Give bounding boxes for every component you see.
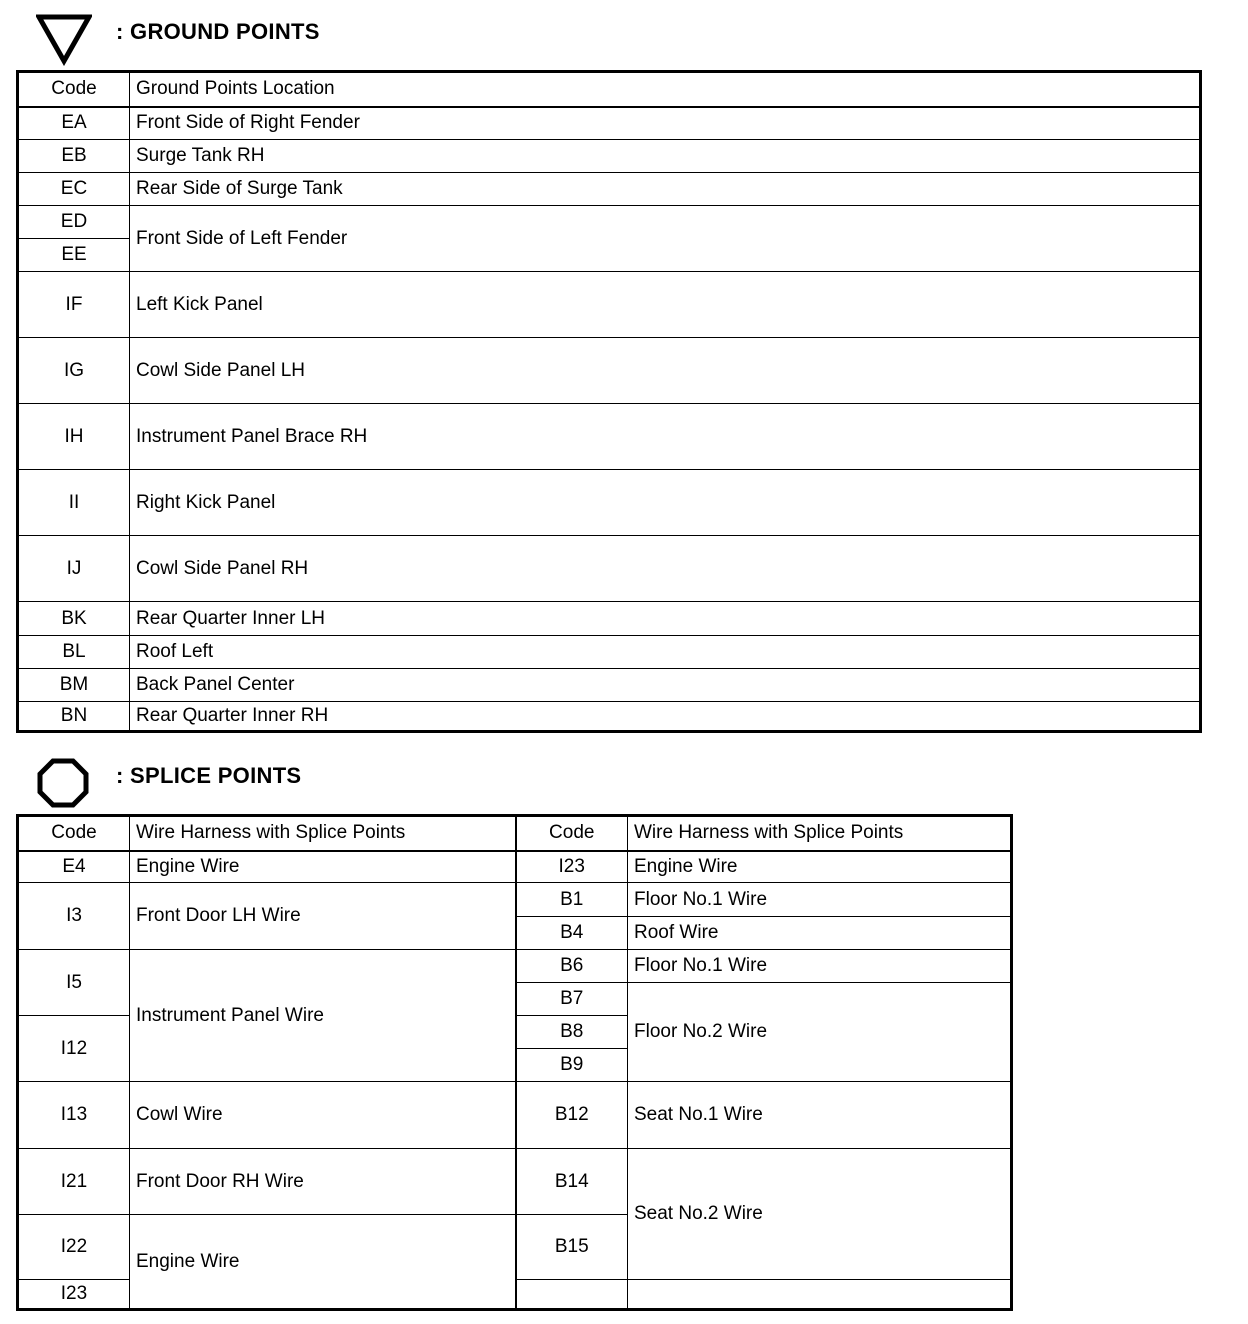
splice-code: B9	[516, 1049, 628, 1082]
splice-code: I3	[18, 883, 130, 950]
table-row	[18, 338, 1201, 404]
ground-code: IF	[18, 272, 130, 338]
ground-code: IG	[18, 338, 130, 404]
ground-location: Rear Side of Surge Tank	[130, 173, 1201, 206]
ground-code: BM	[18, 669, 130, 702]
table-row	[18, 1082, 1012, 1149]
splice-code: I21	[18, 1149, 130, 1215]
splice-harness: Engine Wire	[130, 851, 516, 883]
empty-cell	[516, 1280, 628, 1310]
splice-code: I13	[18, 1082, 130, 1149]
ground-triangle-icon	[36, 14, 92, 66]
code-header: Code	[516, 816, 628, 851]
ground-location: Cowl Side Panel RH	[130, 536, 1201, 602]
table-row	[18, 883, 1012, 917]
ground-location: Front Side of Left Fender	[130, 206, 1201, 272]
location-header: Ground Points Location	[130, 72, 1201, 107]
splice-harness: Floor No.1 Wire	[628, 883, 1012, 917]
splice-code: I5	[18, 950, 130, 1016]
ground-points-title: : GROUND POINTS	[116, 19, 320, 44]
ground-location: Cowl Side Panel LH	[130, 338, 1201, 404]
ground-code: BK	[18, 602, 130, 636]
splice-harness: Engine Wire	[628, 851, 1012, 883]
splice-code: B15	[516, 1215, 628, 1280]
splice-code: I23	[18, 1280, 130, 1310]
ground-location: Front Side of Right Fender	[130, 107, 1201, 140]
splice-harness: Seat No.2 Wire	[628, 1149, 1012, 1280]
splice-code: I23	[516, 851, 628, 883]
ground-code: BN	[18, 702, 130, 732]
splice-code: I12	[18, 1016, 130, 1082]
splice-harness: Front Door RH Wire	[130, 1149, 516, 1215]
ground-code: II	[18, 470, 130, 536]
table-row	[18, 404, 1201, 470]
table-row	[18, 140, 1201, 173]
harness-header: Wire Harness with Splice Points	[628, 816, 1012, 851]
splice-code: E4	[18, 851, 130, 883]
table-row	[18, 636, 1201, 669]
ground-code: BL	[18, 636, 130, 669]
splice-code: B14	[516, 1149, 628, 1215]
ground-location: Left Kick Panel	[130, 272, 1201, 338]
table-row	[18, 272, 1201, 338]
splice-code: I22	[18, 1215, 130, 1280]
splice-harness: Cowl Wire	[130, 1082, 516, 1149]
ground-code: IJ	[18, 536, 130, 602]
table-row	[18, 669, 1201, 702]
code-header: Code	[18, 816, 130, 851]
splice-code: B12	[516, 1082, 628, 1149]
splice-code: B4	[516, 917, 628, 950]
ground-location: Roof Left	[130, 636, 1201, 669]
ground-points-table	[16, 70, 1202, 733]
ground-location: Surge Tank RH	[130, 140, 1201, 173]
ground-code: EB	[18, 140, 130, 173]
splice-harness: Front Door LH Wire	[130, 883, 516, 950]
harness-header: Wire Harness with Splice Points	[130, 816, 516, 851]
splice-points-title: : SPLICE POINTS	[116, 763, 302, 788]
splice-code: B7	[516, 983, 628, 1016]
table-row	[18, 107, 1201, 140]
table-row	[18, 950, 1012, 983]
table-header-row	[18, 72, 1201, 107]
empty-cell	[628, 1280, 1012, 1310]
code-header: Code	[18, 72, 130, 107]
ground-code: ED	[18, 206, 130, 239]
table-row	[18, 536, 1201, 602]
splice-harness: Seat No.1 Wire	[628, 1082, 1012, 1149]
splice-points-table	[16, 814, 1013, 1311]
splice-harness: Floor No.2 Wire	[628, 983, 1012, 1082]
table-header-row	[18, 816, 1012, 851]
ground-location: Right Kick Panel	[130, 470, 1201, 536]
splice-harness: Engine Wire	[130, 1215, 516, 1310]
table-row	[18, 173, 1201, 206]
splice-octagon-icon	[36, 758, 92, 810]
splice-code: B6	[516, 950, 628, 983]
table-row	[18, 602, 1201, 636]
splice-code: B1	[516, 883, 628, 917]
ground-location: Rear Quarter Inner RH	[130, 702, 1201, 732]
ground-code: EE	[18, 239, 130, 272]
splice-harness: Instrument Panel Wire	[130, 950, 516, 1082]
table-row	[18, 702, 1201, 732]
ground-code: EA	[18, 107, 130, 140]
table-row	[18, 851, 1012, 883]
splice-harness: Floor No.1 Wire	[628, 950, 1012, 983]
ground-code: IH	[18, 404, 130, 470]
splice-code: B8	[516, 1016, 628, 1049]
ground-location: Instrument Panel Brace RH	[130, 404, 1201, 470]
table-row	[18, 1149, 1012, 1215]
table-row	[18, 206, 1201, 239]
splice-harness: Roof Wire	[628, 917, 1012, 950]
ground-location: Rear Quarter Inner LH	[130, 602, 1201, 636]
ground-code: EC	[18, 173, 130, 206]
ground-location: Back Panel Center	[130, 669, 1201, 702]
table-row	[18, 470, 1201, 536]
